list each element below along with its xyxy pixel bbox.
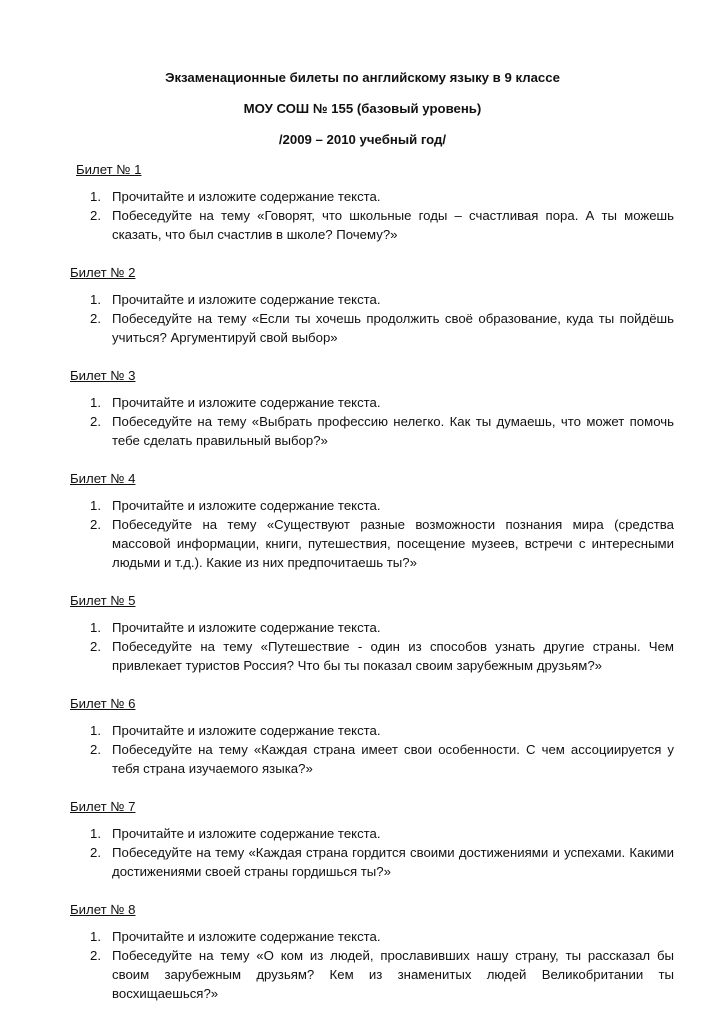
item-text: Побеседуйте на тему «Говорят, что школьные годы – счастливая пора. А ты можешь сказать, что был счастлив в школе? Почему?» bbox=[112, 208, 674, 242]
item-text: Прочитайте и изложите содержание текста. bbox=[112, 498, 381, 513]
ticket-section bbox=[70, 367, 674, 450]
ticket-item bbox=[70, 721, 674, 740]
item-text: Побеседуйте на тему «Существуют разные возможности познания мира (средства массовой информации, книги, путешествия, посещение музеев, встречи с интересными людьми и т.д.). Какие из них предпочитаешь ты?» bbox=[112, 517, 674, 570]
school-name: МОУ СОШ № 155 (базовый уровень) bbox=[243, 101, 482, 116]
item-text: Побеседуйте на тему «Каждая страна гордится своими достижениями и успехами. Какими достижениями своей страны гордишься ты?» bbox=[112, 845, 674, 879]
ticket-item bbox=[70, 393, 674, 412]
item-text: Побеседуйте на тему «Если ты хочешь продолжить своё образование, куда ты пойдёшь учиться? Аргументируй свой выбор» bbox=[112, 311, 674, 345]
ticket-title: Билет № 4 bbox=[70, 471, 136, 486]
ticket-section bbox=[70, 798, 674, 881]
ticket-items bbox=[70, 721, 674, 778]
ticket-title: Билет № 8 bbox=[70, 902, 136, 917]
document-title: Экзаменационные билеты по английскому языку в 9 классе bbox=[165, 70, 560, 85]
item-text: Прочитайте и изложите содержание текста. bbox=[112, 723, 381, 738]
ticket-items bbox=[70, 824, 674, 881]
item-number: 1. bbox=[90, 498, 101, 513]
ticket-item bbox=[70, 843, 674, 881]
ticket-item bbox=[70, 946, 674, 1003]
item-number: 1. bbox=[90, 395, 101, 410]
item-text: Побеседуйте на тему «О ком из людей, прославивших нашу страну, ты рассказал бы своим зарубежным друзьям? Кем из знаменитых людей Великобритании ты восхищаешься?» bbox=[112, 948, 674, 1001]
ticket-items bbox=[70, 187, 674, 244]
ticket-section bbox=[70, 695, 674, 778]
ticket-item bbox=[70, 187, 674, 206]
item-number: 2. bbox=[90, 414, 101, 429]
ticket-item bbox=[70, 927, 674, 946]
ticket-item bbox=[70, 740, 674, 778]
ticket-item bbox=[70, 515, 674, 572]
item-number: 1. bbox=[90, 826, 101, 841]
ticket-item bbox=[70, 206, 674, 244]
ticket-item bbox=[70, 637, 674, 675]
item-number: 2. bbox=[90, 742, 101, 757]
ticket-item bbox=[70, 290, 674, 309]
ticket-items bbox=[70, 290, 674, 347]
ticket-section bbox=[70, 470, 674, 572]
item-text: Прочитайте и изложите содержание текста. bbox=[112, 826, 381, 841]
item-number: 2. bbox=[90, 845, 101, 860]
tickets-list bbox=[70, 161, 674, 1023]
item-text: Прочитайте и изложите содержание текста. bbox=[112, 929, 381, 944]
item-text: Побеседуйте на тему «Каждая страна имеет свои особенности. С чем ассоциируется у тебя страна изучаемого языка?» bbox=[112, 742, 674, 776]
ticket-section bbox=[70, 264, 674, 347]
item-number: 2. bbox=[90, 208, 101, 223]
item-number: 2. bbox=[90, 517, 101, 532]
item-number: 2. bbox=[90, 639, 101, 654]
item-text: Прочитайте и изложите содержание текста. bbox=[112, 292, 381, 307]
item-number: 1. bbox=[90, 292, 101, 307]
ticket-items bbox=[70, 496, 674, 572]
ticket-items bbox=[70, 618, 674, 675]
item-number: 2. bbox=[90, 311, 101, 326]
ticket-section bbox=[70, 161, 674, 244]
item-text: Побеседуйте на тему «Выбрать профессию нелегко. Как ты думаешь, что может помочь тебе сделать правильный выбор?» bbox=[112, 414, 674, 448]
ticket-item bbox=[70, 824, 674, 843]
ticket-item bbox=[70, 618, 674, 637]
ticket-items bbox=[70, 393, 674, 450]
ticket-title: Билет № 3 bbox=[70, 368, 136, 383]
ticket-item bbox=[70, 309, 674, 347]
item-text: Прочитайте и изложите содержание текста. bbox=[112, 620, 381, 635]
item-text: Побеседуйте на тему «Путешествие - один из способов узнать другие страны. Чем привлекает туристов Россия? Что бы ты показал своим зарубежным друзьям?» bbox=[112, 639, 674, 673]
ticket-item bbox=[70, 496, 674, 515]
item-text: Прочитайте и изложите содержание текста. bbox=[112, 395, 381, 410]
school-year: /2009 – 2010 учебный год/ bbox=[278, 132, 447, 147]
ticket-title: Билет № 1 bbox=[76, 162, 142, 177]
ticket-section bbox=[70, 592, 674, 675]
ticket-title: Билет № 7 bbox=[70, 799, 136, 814]
item-number: 1. bbox=[90, 189, 101, 204]
item-number: 1. bbox=[90, 723, 101, 738]
ticket-section bbox=[70, 901, 674, 1003]
ticket-title: Билет № 2 bbox=[70, 265, 136, 280]
item-number: 1. bbox=[90, 620, 101, 635]
item-number: 1. bbox=[90, 929, 101, 944]
ticket-items bbox=[70, 927, 674, 1003]
ticket-title: Билет № 5 bbox=[70, 593, 136, 608]
ticket-title: Билет № 6 bbox=[70, 696, 136, 711]
item-number: 2. bbox=[90, 948, 101, 963]
ticket-item bbox=[70, 412, 674, 450]
item-text: Прочитайте и изложите содержание текста. bbox=[112, 189, 381, 204]
